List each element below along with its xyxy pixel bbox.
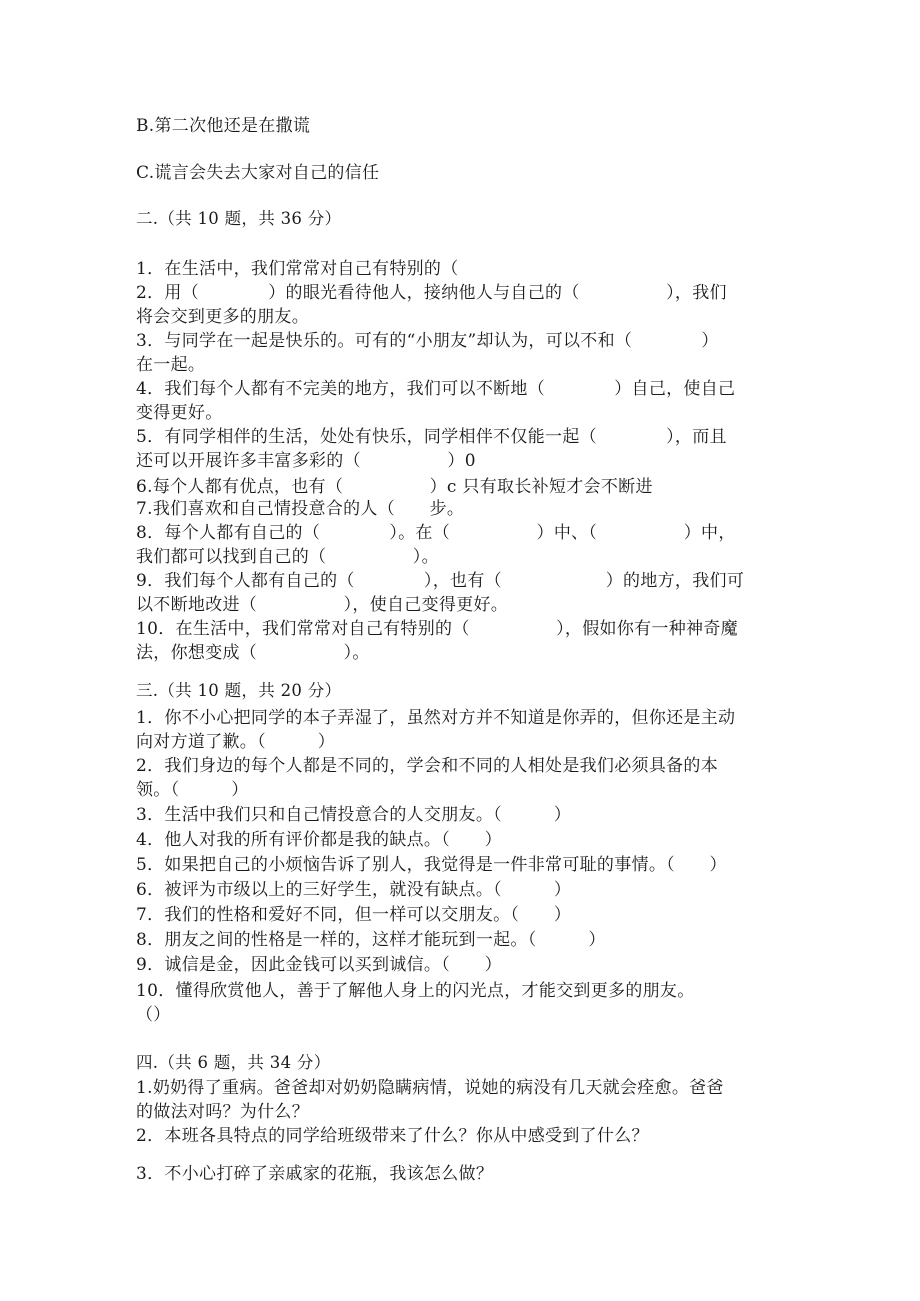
section3-line: 8．朋友之间的性格是一样的，这样才能玩到一起。（ ）: [136, 930, 606, 950]
section4-line: 2．本班各具特点的同学给班级带来了什么？你从中感受到了什么？: [136, 1126, 649, 1146]
section2-line: 3．与同学在一起是快乐的。可有的“小朋友”却认为，可以不和（ ）: [136, 331, 719, 351]
section3-line: 1．你不小心把同学的本子弄湿了，虽然对方并不知道是你弄的，但你还是主动: [136, 708, 736, 728]
section3-line: 4．他人对我的所有评价都是我的缺点。（ ）: [136, 830, 502, 850]
section3-line: 向对方道了歉。（ ）: [136, 732, 336, 752]
section2-line: 6.每个人都有优点，也有（ ）c 只有取长补短才会不断进: [136, 477, 653, 497]
section2-line: 2．用（ ）的眼光看待他人，接纳他人与自己的（ ），我们: [136, 283, 727, 303]
section3-line: 2．我们身边的每个人都是不同的，学会和不同的人相处是我们必须具备的本: [136, 756, 719, 776]
option-c: C.谎言会失去大家对自己的信任: [136, 163, 380, 183]
section3-line: （）: [136, 1005, 171, 1025]
section3-line: 5．如果把自己的小烦恼告诉了别人，我觉得是一件非常可耻的事情。（ ）: [136, 855, 727, 875]
section2-line: 还可以开展许多丰富多彩的（ ）0: [136, 451, 476, 471]
section2-line: 7.我们喜欢和自己情投意合的人（ 步。: [136, 499, 465, 519]
section2-line: 我们都可以找到自己的（ ）。: [136, 547, 439, 567]
section2-line: 以不断地改进（ ），使自己变得更好。: [136, 595, 509, 615]
section4-line: 的做法对吗？为什么？: [136, 1102, 309, 1122]
option-b: B.第二次他还是在撒谎: [136, 116, 311, 136]
section3-line: 7．我们的性格和爱好不同，但一样可以交朋友。（ ）: [136, 905, 572, 925]
section2-line: 8．每个人都有自己的（ ）。在（ ）中、（ ）中，: [136, 523, 736, 543]
section2-heading: 二.（共 10 题，共 36 分）: [136, 209, 342, 228]
section3-line: 3．生活中我们只和自己情投意合的人交朋友。（ ）: [136, 805, 572, 825]
section3-line: 10．懂得欣赏他人，善于了解他人身上的闪光点，才能交到更多的朋友。: [136, 981, 695, 1001]
section2-line: 1．在生活中，我们常常对自己有特别的（: [136, 259, 459, 279]
section2-line: 在一起。: [136, 355, 206, 375]
section4-heading: 四.（共 6 题，共 34 分）: [136, 1053, 331, 1072]
section4-line: 1.奶奶得了重病。爸爸却对奶奶隐瞒病情，说她的病没有几天就会痊愈。爸爸: [136, 1078, 724, 1098]
section2-line: 10．在生活中，我们常常对自己有特别的（ ），假如你有一种神奇魔: [136, 619, 738, 639]
section2-line: 5．有同学相伴的生活，处处有快乐，同学相伴不仅能一起（ ），而且: [136, 427, 727, 447]
section3-line: 9．诚信是金，因此金钱可以买到诚信。（ ）: [136, 955, 502, 975]
section3-heading: 三.（共 10 题，共 20 分）: [136, 681, 342, 700]
section4-line: 3．不小心打碎了亲戚家的花瓶，我该怎么做？: [136, 1164, 494, 1184]
section2-line: 4．我们每个人都有不完美的地方，我们可以不断地（ ）自己，使自己: [136, 379, 736, 399]
section2-line: 法，你想变成（ ）。: [136, 643, 370, 663]
section3-line: 领。（ ）: [136, 780, 249, 800]
section2-line: 将会交到更多的朋友。: [136, 307, 309, 327]
section3-line: 6．被评为市级以上的三好学生，就没有缺点。（ ）: [136, 880, 572, 900]
section2-line: 变得更好。: [136, 403, 223, 423]
section2-line: 9．我们每个人都有自己的（ ），也有（ ）的地方，我们可: [136, 571, 745, 591]
